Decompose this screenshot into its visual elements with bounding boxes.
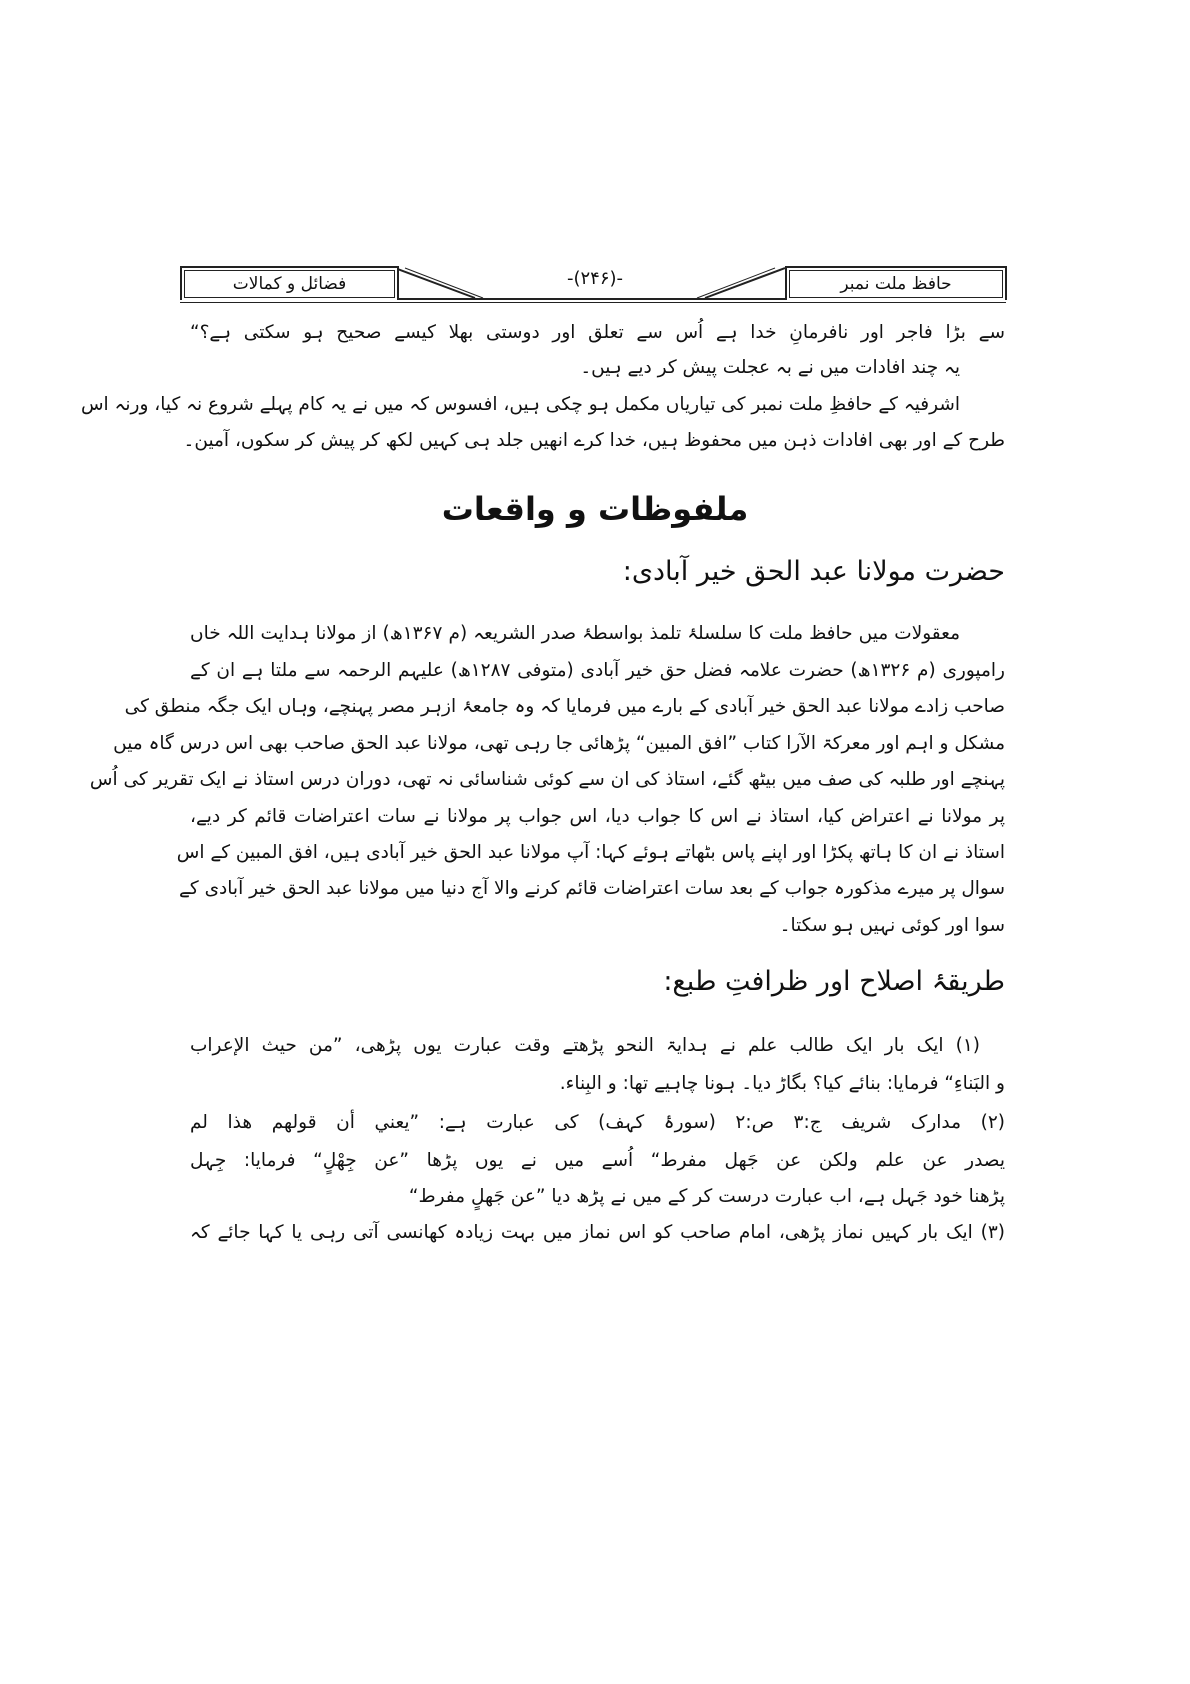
text-line: استاذ نے ان کا ہاتھ پکڑا اور اپنے پاس بٹھاتے ہوئے کہا: آپ مولانا عبد الحق خیر آبادی ہیں، افق المبین کے اس (176, 842, 1005, 863)
magazine-title: حافظ ملت نمبر (840, 274, 952, 294)
text-line: سوا اور کوئی نہیں ہو سکتا۔ (779, 915, 1005, 936)
text-line: پہنچے اور طلبہ کی صف میں بیٹھ گئے، استاذ کی ان سے کوئی شناسائی نہ تھی، دوران درس استاذ نے ایک تقریر کی اُس (89, 769, 1005, 790)
text-line: سوال پر میرے مذکورہ جواب کے بعد سات اعتراضات قائم کرنے والا آج دنیا میں مولانا عبد الحق خیر آبادی کے (179, 878, 1005, 899)
text-line: مشکل و اہم اور معرکۃ الآرا کتاب ”افق المبین“ پڑھائی جا رہی تھی، مولانا عبد الحق صاحب بھی اس درس گاہ میں (113, 733, 1005, 754)
section-heading: طریقۂ اصلاح اور ظرافتِ طبع: (663, 966, 1005, 997)
text-line: پڑھنا خود جَہل ہے، اب عبارت درست کر کے میں نے پڑھ دیا ”عن جَهلٍ مفرط“ (408, 1186, 1005, 1207)
header-rule-thin (180, 302, 1006, 303)
text-line: پر مولانا نے اعتراض کیا، استاذ نے اس کا جواب دیا، اس جواب پر مولانا نے سات اعتراضات قائم کر دیے، (190, 806, 1005, 827)
header-left-box (180, 266, 399, 300)
header-ornament-right (695, 266, 785, 300)
section-title: ملفوظات و واقعات (441, 490, 749, 528)
text-line: یصدر عن علم ولکن عن جَهل مفرط“ اُسے میں نے یوں پڑھا ”عن جِهْلٍ“ فرمایا: جِہل (190, 1150, 1005, 1171)
text-line: سے بڑا فاجر اور نافرمانِ خدا ہے اُس سے تعلق اور دوستی بھلا کیسے صحیح ہو سکتی ہے؟“ (190, 322, 1005, 343)
text-line: (۱) ایک بار ایک طالب علم نے ہدایۃ النحو پڑھتے وقت عبارت یوں پڑھی، ”من حیث الإعراب (190, 1035, 980, 1056)
text-line: اشرفیہ کے حافظِ ملت نمبر کی تیاریاں مکمل ہو چکی ہیں، افسوس کہ میں نے یہ کام پہلے شروع نہ کیا، ورنہ اس (80, 394, 960, 415)
header-ornament-left (395, 266, 485, 300)
text-line: و البَناءِ“ فرمایا: بنائے کیا؟ بگاڑ دیا۔ ہونا چاہیے تھا: و البِناء. (559, 1073, 1005, 1094)
text-line: رامپوری (م ۱۳۲۶ھ) حضرت علامہ فضل حق خیر آبادی (متوفی ۱۲۸۷ھ) علیہم الرحمہ سے ملتا ہے ان کے (190, 660, 1005, 681)
text-line: یہ چند افادات میں نے بہ عجلت پیش کر دیے ہیں۔ (580, 357, 960, 378)
text-line: طرح کے اور بھی افادات ذہن میں محفوظ ہیں، خدا کرے انھیں جلد ہی کہیں لکھ کر پیش کر سکوں، آمین۔ (183, 430, 1005, 451)
text-line: (۲) مدارک شریف ج:۳ ص:۲ (سورۂ کہف) کی عبارت ہے: ”یعني أن قولهم هذا لم (190, 1112, 1006, 1133)
section-heading: حضرت مولانا عبد الحق خیر آبادی: (622, 556, 1005, 587)
text-line: معقولات میں حافظ ملت کا سلسلۂ تلمذ بواسطۂ صدر الشریعہ (م ۱۳۶۷ھ) از مولانا ہدایت اللہ خاں (190, 623, 960, 644)
text-line: صاحب زادے مولانا عبد الحق خیر آبادی کے بارے میں فرمایا کہ وہ جامعۂ ازہر مصر پہنچے، وہاں ایک جگہ منطق کی (124, 696, 1005, 717)
section-name: فضائل و کمالات (232, 274, 347, 294)
page-number: -(۲۴۶)- (566, 268, 624, 289)
text-line: (۳) ایک بار کہیں نماز پڑھی، امام صاحب کو اس نماز میں بہت زیادہ کھانسی آتی رہی یا کہا جائے کہ (190, 1222, 1005, 1243)
header-right-box (785, 266, 1007, 300)
